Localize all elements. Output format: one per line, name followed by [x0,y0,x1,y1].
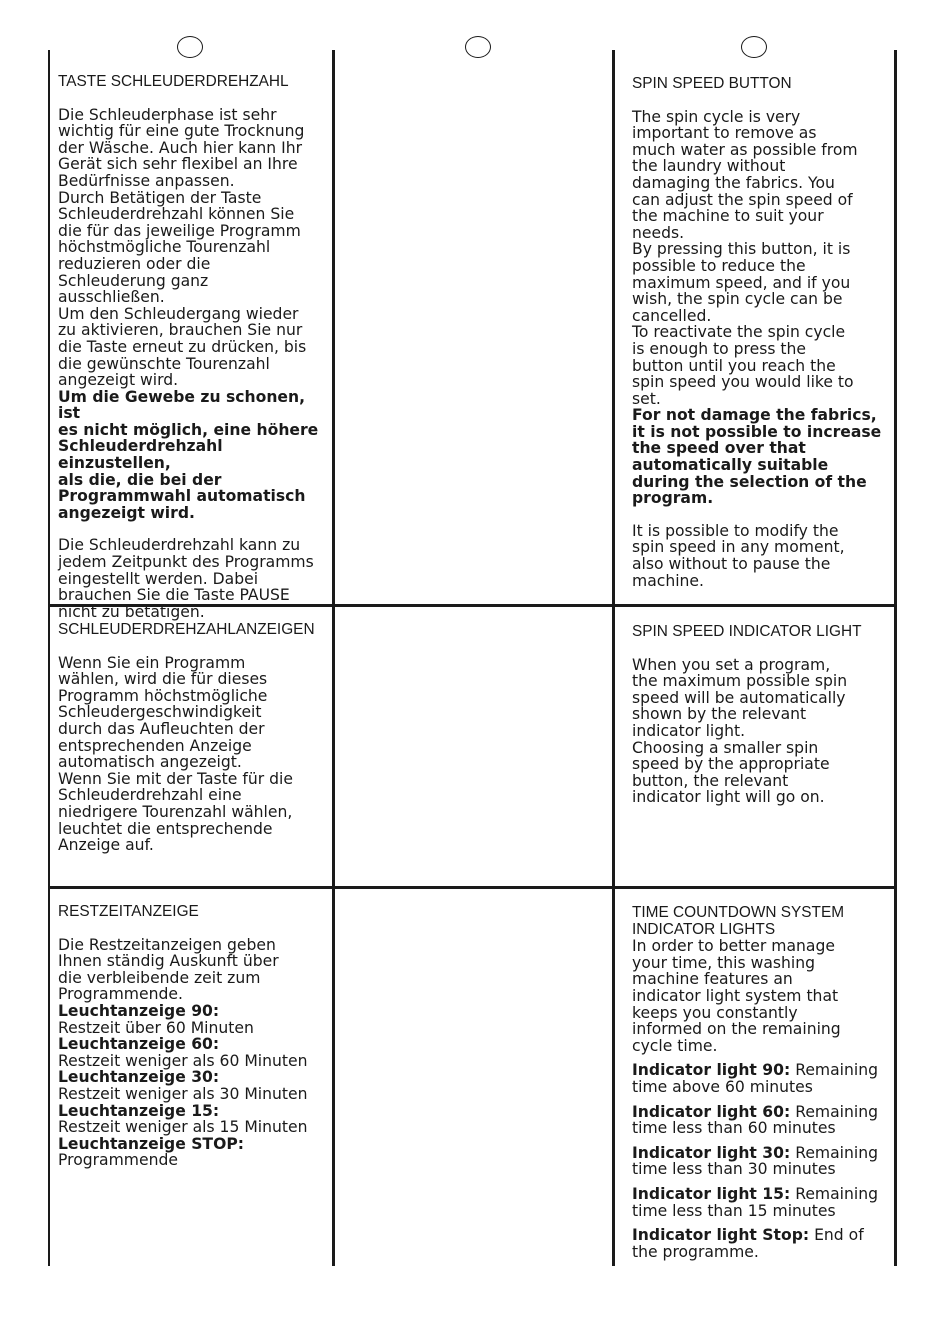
text-line: automatisch angezeigt. [58,753,242,772]
indicator-label: Indicator light Stop: [632,1226,810,1245]
text-line: Die Restzeitanzeigen geben [58,935,276,954]
text-line: the laundry without [632,157,786,176]
bold-line: the speed over that [632,439,806,458]
text-line: It is possible to modify the [632,521,839,540]
text-line: wish, the spin cycle can be [632,290,843,309]
text-line: Ihnen ständig Auskunft über [58,952,279,971]
indicator-text: Remaining [790,1061,879,1080]
column-rule-middle-right [612,50,615,1266]
indicator-label: Leuchtanzeige 90: [58,1001,220,1020]
indicator-list [58,1003,330,1169]
indicator-label: Indicator light 15: [632,1184,791,1203]
row-divider-2 [48,886,897,889]
bold-line: Programmwahl automatisch [58,487,306,506]
text-line: informed on the remaining [632,1020,841,1039]
after-text [58,537,330,620]
text-line: niedrigere Tourenzahl wählen, [58,802,293,821]
text-line: reduzieren oder die [58,254,211,273]
text-line: eingestellt werden. Dabei [58,569,259,588]
text-line: set. [632,389,661,408]
text-line: Schleuderung ganz [58,271,209,290]
body-text [632,938,890,1054]
body-text [632,657,890,806]
text-line: angezeigt wird. [58,371,179,390]
text-line: also without to pause the [632,555,831,574]
text-line: indicator light system that [632,986,839,1005]
text-line: indicator light. [632,721,746,740]
heading: SPIN SPEED INDICATOR LIGHT [632,623,862,640]
indicator-label: Leuchtanzeige 15: [58,1101,220,1120]
text-line: Schleudergeschwindigkeit [58,703,262,722]
text-line: possible to reduce the [632,256,806,275]
bold-line: program. [632,489,714,508]
indicator-text: Remaining [790,1184,879,1203]
text-line: die für das jeweilige Programm [58,221,301,240]
indicator-text: Restzeit weniger als 60 Minuten [58,1051,308,1070]
indicator-text: time less than 15 minutes [632,1201,836,1220]
text-line: the machine to suit your [632,207,824,226]
heading-line-1: TIME COUNTDOWN SYSTEM [632,904,845,921]
text-line: is enough to press the [632,339,807,358]
body-text [632,109,890,408]
text-line: much water as possible from [632,140,858,159]
heading: RESTZEITANZEIGE [58,903,199,920]
text-line: Schleuderdrehzahl können Sie [58,205,295,224]
bold-note [58,389,330,522]
bold-line: Schleuderdrehzahl einzustellen, [58,437,223,473]
text-line: machine. [632,571,704,590]
text-line: nicht zu betätigen. [58,602,205,621]
text-line: zu aktivieren, brauchen Sie nur [58,321,303,340]
heading: TASTE SCHLEUDERDREHZAHL [58,73,289,90]
bold-line: For not damage the fabrics, [632,406,877,425]
text-line: important to remove as [632,124,817,143]
indicator-item [632,1104,890,1137]
text-line: speed by the appropriate [632,755,830,774]
section-en-spin-speed-button [632,76,890,589]
indicator-item [632,1227,890,1260]
language-marker-circle-en [741,36,767,58]
text-line: durch das Aufleuchten der [58,719,265,738]
indicator-item [632,1186,890,1219]
indicator-text: Remaining [790,1102,879,1121]
text-line: shown by the relevant [632,705,807,724]
bold-line: during the selection of the [632,472,867,491]
text-line: In order to better manage [632,937,835,956]
text-line: der Wäsche. Auch hier kann Ihr [58,138,302,157]
bold-line: automatically suitable [632,456,829,475]
text-line: can adjust the spin speed of [632,190,853,209]
text-line: Programm höchstmögliche [58,686,268,705]
text-line: Wenn Sie mit der Taste für die [58,769,293,788]
text-line: jedem Zeitpunkt des Programms [58,553,314,572]
section-en-spin-indicator [632,624,890,806]
indicator-label: Indicator light 30: [632,1143,791,1162]
text-line: button until you reach the [632,356,836,375]
text-line: To reactivate the spin cycle [632,323,846,342]
text-line: the maximum possible spin [632,672,848,691]
text-line: When you set a program, [632,655,831,674]
text-line: die gewünschte Tourenzahl [58,354,270,373]
indicator-text: End of [809,1226,864,1245]
heading: SCHLEUDERDREHZAHLANZEIGEN [58,621,315,638]
text-line: ausschließen. [58,288,165,307]
indicator-line [632,1227,890,1244]
text-line: damaging the fabrics. You [632,173,835,192]
body-text [58,107,330,389]
indicator-text: the programme. [632,1242,759,1261]
text-line: cancelled. [632,306,712,325]
indicator-text: Restzeit über 60 Minuten [58,1018,254,1037]
indicator-text: Restzeit weniger als 15 Minuten [58,1118,308,1137]
indicator-line [632,1104,890,1121]
text-line: Um den Schleudergang wieder [58,304,299,323]
text-line: speed will be automatically [632,688,846,707]
text-line: entsprechenden Anzeige [58,736,252,755]
indicator-text: Restzeit weniger als 30 Minuten [58,1084,308,1103]
text-line: Bedürfnisse anpassen. [58,171,235,190]
indicator-item [632,1062,890,1095]
bold-line: angezeigt wird. [58,503,195,522]
bold-line: es nicht möglich, eine höhere [58,420,319,439]
text-line: Schleuderdrehzahl eine [58,786,242,805]
text-line: The spin cycle is very [632,107,801,126]
text-line: die verbleibende zeit zum [58,968,261,987]
text-line: keeps you constantly [632,1003,798,1022]
indicator-item [632,1145,890,1178]
after-text [632,523,890,589]
section-en-time-countdown [632,905,890,1268]
indicator-text: time less than 60 minutes [632,1119,836,1138]
indicator-list [632,1062,890,1260]
indicator-text: Programmende [58,1151,178,1170]
text-line: Gerät sich sehr flexibel an Ihre [58,155,298,174]
text-line: spin speed in any moment, [632,538,845,557]
body-text [58,655,330,854]
text-line: Choosing a smaller spin [632,738,819,757]
indicator-line [632,1145,890,1162]
language-marker-circle-de [177,36,203,58]
heading-line-2: INDICATOR LIGHTS [632,920,776,938]
text-line: Programmende. [58,985,183,1004]
text-line: Durch Betätigen der Taste [58,188,262,207]
column-rule-right [894,50,897,1266]
bold-line: als die, die bei der [58,470,222,489]
bold-note [632,407,890,507]
indicator-text: time above 60 minutes [632,1077,813,1096]
text-line: Die Schleuderdrehzahl kann zu [58,536,301,555]
indicator-line [632,1062,890,1079]
column-rule-middle-left [332,50,335,1266]
indicator-label: Leuchtanzeige 30: [58,1068,220,1087]
text-line: machine features an [632,970,793,989]
text-line: button, the relevant [632,771,789,790]
indicator-text: time less than 30 minutes [632,1160,836,1179]
indicator-line [632,1186,890,1203]
body-text [58,937,330,1003]
indicator-label: Leuchtanzeige STOP: [58,1134,244,1153]
section-de-spin-indicator [58,622,330,854]
text-line: spin speed you would like to [632,373,854,392]
heading: SPIN SPEED BUTTON [632,75,792,92]
indicator-label: Indicator light 60: [632,1102,791,1121]
text-line: your time, this washing [632,953,816,972]
text-line: maximum speed, and if you [632,273,851,292]
text-line: wählen, wird die für dieses [58,670,268,689]
text-line: indicator light will go on. [632,788,825,807]
section-de-remaining-time [58,904,330,1169]
text-line: höchstmögliche Tourenzahl [58,238,271,257]
section-de-spin-speed-button [58,74,330,620]
bold-line: Um die Gewebe zu schonen, ist [58,387,306,423]
column-rule-left [48,50,50,1266]
text-line: cycle time. [632,1036,718,1055]
text-line: brauchen Sie die Taste PAUSE [58,586,290,605]
text-line: die Taste erneut zu drücken, bis [58,337,307,356]
text-line: Anzeige auf. [58,836,154,855]
text-line: Die Schleuderphase ist sehr [58,105,277,124]
text-line: needs. [632,223,685,242]
text-line: wichtig für eine gute Trocknung [58,122,305,141]
indicator-text: Remaining [790,1143,879,1162]
bold-line: it is not possible to increase [632,422,882,441]
language-marker-circle-blank [465,36,491,58]
text-line: leuchtet die entsprechende [58,819,273,838]
indicator-label: Leuchtanzeige 60: [58,1035,220,1054]
text-line: By pressing this button, it is [632,240,851,259]
indicator-label: Indicator light 90: [632,1061,791,1080]
text-line: Wenn Sie ein Programm [58,653,246,672]
